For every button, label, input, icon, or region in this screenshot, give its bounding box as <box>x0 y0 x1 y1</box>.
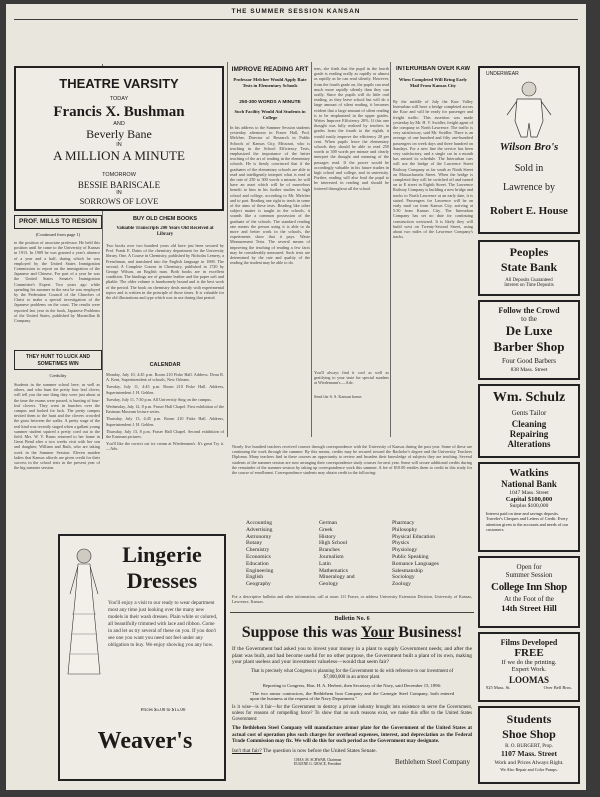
college-inn-line3: College Inn Shop <box>491 581 567 593</box>
subject: Geology <box>319 581 339 588</box>
subject: Pharmacy <box>392 520 415 526</box>
p7-rest: The question is now before the United States Senate. <box>261 747 377 754</box>
bethlehem-p5: Is it wise—is it fair—for the Government to destroy a private industry brought into existence to serve the Government, unless for reasons of compelling force? To show that no such reasons exist, we make this offer to the United States Government: <box>232 704 472 722</box>
college-inn-line2: Summer Session <box>505 571 553 579</box>
subject: Physics <box>392 540 410 547</box>
they-hunt-sub: Credulity <box>49 373 67 378</box>
prof-mills-headline: PROF. MILLS TO RESIGN <box>14 215 102 229</box>
prof-mills-body: to the position of associate professor. He held this position until he came to the University of Kansas in 1913. In 1909 he was granted a year's absence of a year and a half, during which he was employed by the United States Immigration Commission to report on the immigration of the Japanese and Chinese. For part of a year he was the United States Senate's Immigration Committee's Expert. Two years ago while spending his summer in the east he was employed by the Federation Council of the Churches of Christ to make a special investigation of the Japanese problems on the coast. The results were reported last year in the book, Japanese Problems of the United States, published by Macmillan & Company. <box>14 240 100 324</box>
column-rule <box>390 62 391 437</box>
college-inn-line4: At the Foot of the <box>504 595 554 603</box>
lingerie-prices: Prices $5.00 to $15.00 <box>140 708 186 713</box>
theatre-in: IN <box>116 142 122 148</box>
films-line4: Expert Work. <box>511 666 547 673</box>
bethlehem-block <box>230 612 474 785</box>
theatre-and: AND <box>113 121 125 127</box>
theatre-star1: Francis X. Bushman <box>53 104 185 120</box>
correspondence-notice: Nearly five hundred teachers received courses through correspondence with the University of Kansas during the past year. Some of these are continuing the work through the summer. By this means, credits may be secured toward the Bachelor's degree and the University Teachers Diploma. Many teachers find in these courses an opportunity to review and broaden their knowledge of subjects they are teaching. Several students of the summer session are now arranging their correspondence study courses for next year. Some will secure additional credits during the remainder of the summer session by taking up correspondence work this summer. A fee of $10.00 entitles them to credit in this study for the course of enrollment. Correspondence students may obtain credit in the following: <box>232 444 472 476</box>
calendar-entry: Monday, July 10, 4:45 p.m. Room 210 Fiske Hall. Address, Dean R. A. Kent, Superintendent of schools, New Orleans. <box>106 372 224 383</box>
p7-under: Isn't that fair? <box>232 747 262 754</box>
underwear-sold-in: Sold in <box>514 163 544 174</box>
watkins-line2: National Bank <box>501 479 557 489</box>
masthead-rule <box>14 19 578 20</box>
bethlehem-p6: The Bethlehem Steel Company will manufacture armor plate for the Government of the United States at actual cost of operation plus such charges for overhead expenses, interest, and depreciation as the Federal Trade Commission may fix. We will do this for such period as the Government may designate. <box>232 725 472 745</box>
dress-illustration <box>64 544 104 684</box>
crowd-line3: De Luxe <box>505 323 553 338</box>
subject: Philosophy <box>392 526 418 533</box>
subject: German <box>319 520 338 526</box>
crowd-line1: Follow the Crowd <box>498 306 560 315</box>
chem-books-body: Two books over two hundred years old have just been secured by Prof. Frank E. Dains of the chemistry department for the University library. One, A Course in Chemistry, published by Nicholas Lemery, a Frenchman, and translated into the English language in 1698. The second, A Complete Course in Chemistry, published in 1720 by George Wilson, an English man. Both books are in excellent condition. The bindings are of genuine leather and the paper soft and pliable. The older volume is handsomely bound and is the best work of the period. The book on chemistry deals mostly with experimental topics and is written in the principle of those times. It is valuable for the old illustrations and type which was in use during that period. <box>106 243 224 301</box>
shoe-line1: Students <box>506 712 552 726</box>
subject: Journalism <box>319 553 344 560</box>
prof-mills-continued: (Continued from page 1) <box>35 232 81 237</box>
they-hunt-headline: THEY HUNT TO LUCK AND SOMETIMES WIN <box>14 350 102 370</box>
they-hunt-body: Students in the summer school here, as well as others, and who hunt the pretty four leaf clover, will tell you the one thing they were just about at the time the exams were passed, is hunting of four-leaf clovers. They went in bunches over the campus and looked for luck. The pretty campus invited them to the hunt and the clovers crowded the grass between the walks. A pretty stage of the real kind was recently staged when a gallant young summer student squired a pretty coed out to the field. Mrs. W. V. Burns returned to her home in Great Bend after a two weeks visit with her son and daughter, William and Ruth, who are taking work in the Summer Session. Eleven maiden ladies that Kansas affords are given credit for their success in the school tests in the present year of the big summer session. <box>14 382 100 471</box>
subject: Advertising <box>246 526 273 533</box>
subject: English <box>246 574 264 581</box>
films-line6b: Over Bell Bros. <box>543 685 572 690</box>
watkins-line1: Watkins <box>509 467 549 479</box>
schulz-line3: Repairing <box>509 429 549 439</box>
underwear-lawrence-by: Lawrence by <box>503 182 555 193</box>
subject: Physiology <box>392 547 418 554</box>
crowd-line4: Barber Shop <box>493 339 565 354</box>
calendar-entry: You'll like the correct cut ice cream at Wiedemann's. It's great Try it.—Adv. <box>106 441 224 452</box>
shoe-line5: Work and Prices Always Right. <box>494 760 564 766</box>
college-inn-line1: Open for <box>516 563 542 571</box>
subject: Branches <box>319 547 340 554</box>
reading-body: In his address to the Summer Session students yesterday afternoon in Fraser Hall, Prof. Melcher, Director of Research in Public Schools of Kansas City, Missouri, who is teaching in the School Efficiency Tests, emphasized the importance of the better teaching of the art of reading in the elementary schools. He is firmly convinced that if the graduates of the elementary schools are able to read and intelligently interpret what is read at the rate of 250 to 300 words a minute, he will have an asset which will be of marvelous benefit to him in his further studies in high school and college, according to Mr. Melcher and to part. Reading one right to teach in some of the aims of these tests. Reading like other subject matter is taught in the schools, it sounds like a common possession of the graduate of the schools. The standard reading rate means the person using it is able to do more and better work in the schools, the experiments show that it pays. Waste Measurement Tests. The several means of improving the teaching of reading a few facts may be considerably measured. Such tests are determined by the rate and quality of the reading the student may be able to do. <box>230 125 310 266</box>
crowd-line5: Four Good Barbers <box>501 357 557 365</box>
underwear-ad <box>478 66 580 234</box>
calendar-entry: Tuesday, July 11, 4:45 p.m. Room 210 Fiske Hall. Address, Superintendent J. H. Gehlen. <box>106 384 224 395</box>
subject: High School <box>319 540 348 547</box>
films-line6a: 925 Mass. St. <box>486 685 511 690</box>
films-address-row <box>480 685 578 690</box>
watkins-line4: Capital $100,000 <box>505 496 553 503</box>
films-line5: LOOMAS <box>508 675 549 685</box>
subject: Sociology <box>392 574 415 581</box>
theatre-ad <box>14 66 224 211</box>
films-line1: Films Developed <box>500 638 558 647</box>
underwear-merchant: Robert E. House <box>490 205 568 217</box>
subjects-col3 <box>392 520 466 590</box>
calendar-list <box>106 372 224 518</box>
bethlehem-p4: "The two armor contractors, the Bethlehem Iron Company and the Carnegie Steel Company, both entered upon the business at the request of the Navy Department." <box>250 690 454 702</box>
theatre-tomorrow: TOMORROW <box>102 172 136 178</box>
lingerie-body: You'll enjoy a visit to our ready to wear department most any time just looking over the many new models in their wash dresses. Plain white or colored, all beautifully trimmed with lace and ribbon. Come in and let us try several of these on you. If you don't see one you want you need not feel under any obligation to buy. We enjoy showing you any how. <box>108 600 218 648</box>
films-ad <box>478 632 580 702</box>
subject: Mineralogy and <box>319 574 355 581</box>
subject: Education <box>246 560 269 567</box>
bethlehem-footer <box>234 758 470 767</box>
interurban-sub: When Completed Will Bring Early Mail From Kansas City <box>398 77 468 88</box>
underwear-brand: Wilson Bro's <box>499 141 559 153</box>
subject: Geography <box>246 581 271 588</box>
column-rule <box>311 62 312 437</box>
bethlehem-p7 <box>232 748 472 754</box>
subject: Salesmanship <box>392 567 423 574</box>
schulz-line4: Alterations <box>507 439 551 449</box>
subject: Mathematics <box>319 567 348 574</box>
chem-books-sub: Valuable Transcripts 200 Years Old Received at Library <box>116 226 214 237</box>
theatre-title: THEATRE VARSITY <box>59 76 179 91</box>
theatre-feature: A MILLION A MINUTE <box>53 148 185 163</box>
calendar-entry: Thursday, July 13, 4:45 p.m. Room 210 Fiske Hall. Address, Superintendent J. H. Gehlen. <box>106 416 224 427</box>
calendar-entry: Thursday, July 13, 8 p.m. Fraser Hall Chapel. Second exhibition of the Eastman pictures. <box>106 428 224 440</box>
newspaper-page <box>6 4 586 790</box>
dress-figure-icon <box>64 544 104 684</box>
theatre-in2: IN <box>116 190 122 196</box>
college-inn-ad <box>478 556 580 628</box>
reading-continued-body: tens, she finds that the pupil in the fourth grade is reading orally as rapidly or almost as rapidly as he can read silently. However, from the fourth grade on, the pupils can read much more rapidly silently than they can orally. Since the pupils will do little oral reading, as they leave school but will do a large amount of silent reading, it becomes evident that a large amount of silent reading is to be emphasized in the upper grades. Writes Improve Efficiency 20%. If this one thought was fully realized by teachers in grades from the fourth to the eighth, it would easily improve the efficiency 20 per cent. When pupils leave the elementary schools they should be able to read 250 words to 300 words per minute and clearly interpret the thought and meaning of the passages read. If the power would be accordingly valuable in his future studies in high school and college, and in university. Further, reading will also lead the pupil to be interested in reading and should be fostered throughout all the school. <box>314 66 389 191</box>
watkins-body: Interest paid on time and savings deposits. Traveler's Cheques and Letters of Credit. Every attention given to the accounts and needs of our customers. <box>486 511 569 533</box>
peoples-title1: Peoples <box>509 245 549 259</box>
bethlehem-bulletin: Bulletin No. 6 <box>334 616 370 622</box>
bethlehem-p3: Reporting to Congress, Hon. H. A. Herbert, then Secretary of the Navy, said December 15, 1896: <box>262 682 442 688</box>
headline-pre: Suppose this was <box>241 624 361 641</box>
bethlehem-p2: That is precisely what Congress is planning for the Government to do with reference to our investment of $7,000,000 in an armor plant. <box>250 668 454 680</box>
reading-sub2: 250-300 WORDS A MINUTE <box>239 100 301 105</box>
reading-sub3: Such Facility Would Aid Students in College <box>234 109 306 120</box>
subject: Accounting <box>246 520 273 526</box>
underwear-label: UNDERWEAR <box>486 71 519 77</box>
films-line2: FREE <box>514 647 544 659</box>
schulz-line1: Gents Tailor <box>511 409 547 417</box>
subject: Chemistry <box>246 547 270 554</box>
schulz-ad <box>478 384 580 458</box>
bethlehem-headline <box>230 624 474 642</box>
bethlehem-company: Bethlehem Steel Company <box>394 757 470 766</box>
theatre-feature2: SORROWS OF LOVE <box>79 196 159 206</box>
reading-headline: IMPROVE READING ART <box>231 66 309 73</box>
peoples-line2: Interest on Time Deposits <box>504 283 554 288</box>
calendar-headline: CALENDAR <box>149 362 181 368</box>
shoe-line4: 1107 Mass. Street <box>501 749 557 758</box>
films-line3: If we do the printing. <box>501 659 557 666</box>
crowd-line6: 838 Mass. Street <box>510 367 548 373</box>
calendar-entry: Wednesday, July 12, 8 p.m. Fraser Hall Chapel. First exhibition of the Eastman Museum lecture series. <box>106 404 224 415</box>
subjects-table <box>246 520 466 590</box>
college-inn-line5: 14th Street Hill <box>501 603 557 613</box>
masthead: THE SUMMER SESSION KANSAN <box>231 8 361 15</box>
subject: Greek <box>319 526 333 533</box>
subject: Romance Languages <box>392 560 439 567</box>
shoe-line6: We Also Repair and Color Pumps. <box>500 767 558 772</box>
theatre-star3: BESSIE BARISCALE <box>77 180 161 190</box>
headline-post: Business! <box>394 624 463 641</box>
watkins-ad <box>478 462 580 552</box>
watkins-line5: Surplus $100,000 <box>509 503 549 509</box>
column-rule <box>227 62 228 437</box>
interurban-headline: INTERURBAN OVER KAW <box>395 66 470 72</box>
subject: Latin <box>319 560 331 567</box>
subject: History <box>319 533 336 540</box>
headline-under: Your <box>360 624 395 641</box>
crowd-line2: to the <box>521 315 537 323</box>
subject: Zoology <box>392 581 411 588</box>
subject: Public Speaking <box>392 553 429 560</box>
lingerie-title2: Dresses <box>126 568 198 592</box>
watkins-line3: 1047 Mass. Street <box>509 490 549 496</box>
lingerie-ad <box>58 534 226 781</box>
lingerie-store: Weaver's <box>97 728 193 754</box>
barber-ad <box>478 300 580 380</box>
subject: Botany <box>246 540 263 547</box>
lingerie-title1: Lingerie <box>122 542 202 566</box>
calendar-entry: Tuesday, July 11, 7:30 p.m. All University Sing on the campus. <box>106 396 212 402</box>
underwear-figure-icon <box>499 79 559 139</box>
schulz-line2: Cleaning <box>511 419 547 429</box>
shoe-line2: Shoe Shop <box>502 727 556 741</box>
schulz-name: Wm. Schulz <box>492 390 566 405</box>
subject: Physical Education <box>392 533 436 540</box>
shoe-shop-ad <box>478 706 580 784</box>
subjects-col1 <box>246 520 319 590</box>
peoples-title2: State Bank <box>500 260 558 274</box>
bethlehem-officers: CHAS. M. SCHWAB, Chairman EUGENE G. GRACE, President <box>294 757 342 766</box>
subject: Astronomy <box>246 533 272 540</box>
bethlehem-p1: If the Government had asked you to invest your money in a plant to supply Government needs; and after the plant was built, and had become useful for no other purpose, the Government built a plant of its own, making your plant useless and your investment valueless—would that seem fair? <box>232 646 472 666</box>
subject: Economics <box>246 553 271 560</box>
correspondence-notice-2: For a descriptive bulletin and other information, call at room 111 Fraser, or address University Extension Division, University of Kansas, Lawrence, Kansas. <box>232 594 472 605</box>
theatre-today: TODAY <box>109 96 129 102</box>
send-kansan: Send the S. S. Kansan home. <box>314 394 363 399</box>
peoples-line1: All Deposits Guaranteed <box>505 278 553 283</box>
subject: Engineering <box>246 567 274 574</box>
subjects-col2 <box>319 520 392 590</box>
reading-signoff: You'll always find it cool as well as gratifying to your taste for special sundaes at Wiedemann's.—Adv. <box>314 370 389 386</box>
theatre-star2: Beverly Bane <box>86 127 152 141</box>
interurban-body: By the middle of July the Kaw Valley Interurban will have a bridge completed across the Kaw and will be ready for passenger and freight traffic. This assertion was made yesterday by Mr. H. V. Swidler, freight agent of the company in North Lawrence. The traffic is very satisfactory, said Mr. Swidler. There is an average of one hundred and fifty one-hundred passengers on week days and three hundred on Sundays. For a new line the service has been very satisfactory, and a single car in a month has missed its schedule. The Interurban cars will use the bridge of the Lawrence Street Railway Company as far south as Ninth Street on Massachusetts Street. When the bridge is completed they will be switched off and turned on to E street in Eighth Street. The Lawrence Railway Company is building a new bridge and tracks to North Lawrence at an early date, it is stated. Passengers for Lawrence will be an early mail car from Kansas City, arriving at 5:30 from Kansas City. The Interurban Company has set no date for continuing construction westward. It is likely they will build west on Twenty-Second Street, using about two miles of the Lawrence Company's tracks. <box>393 99 473 240</box>
shoe-line3: R. O. BURGERT, Prop. <box>505 744 553 749</box>
peoples-bank-ad <box>478 240 580 296</box>
chem-books-headline: BUY OLD CHEM BOOKS <box>132 216 198 222</box>
reading-sub1: Professor Melcher Would Apply Rate Tests in Elementary Schools <box>233 77 307 88</box>
